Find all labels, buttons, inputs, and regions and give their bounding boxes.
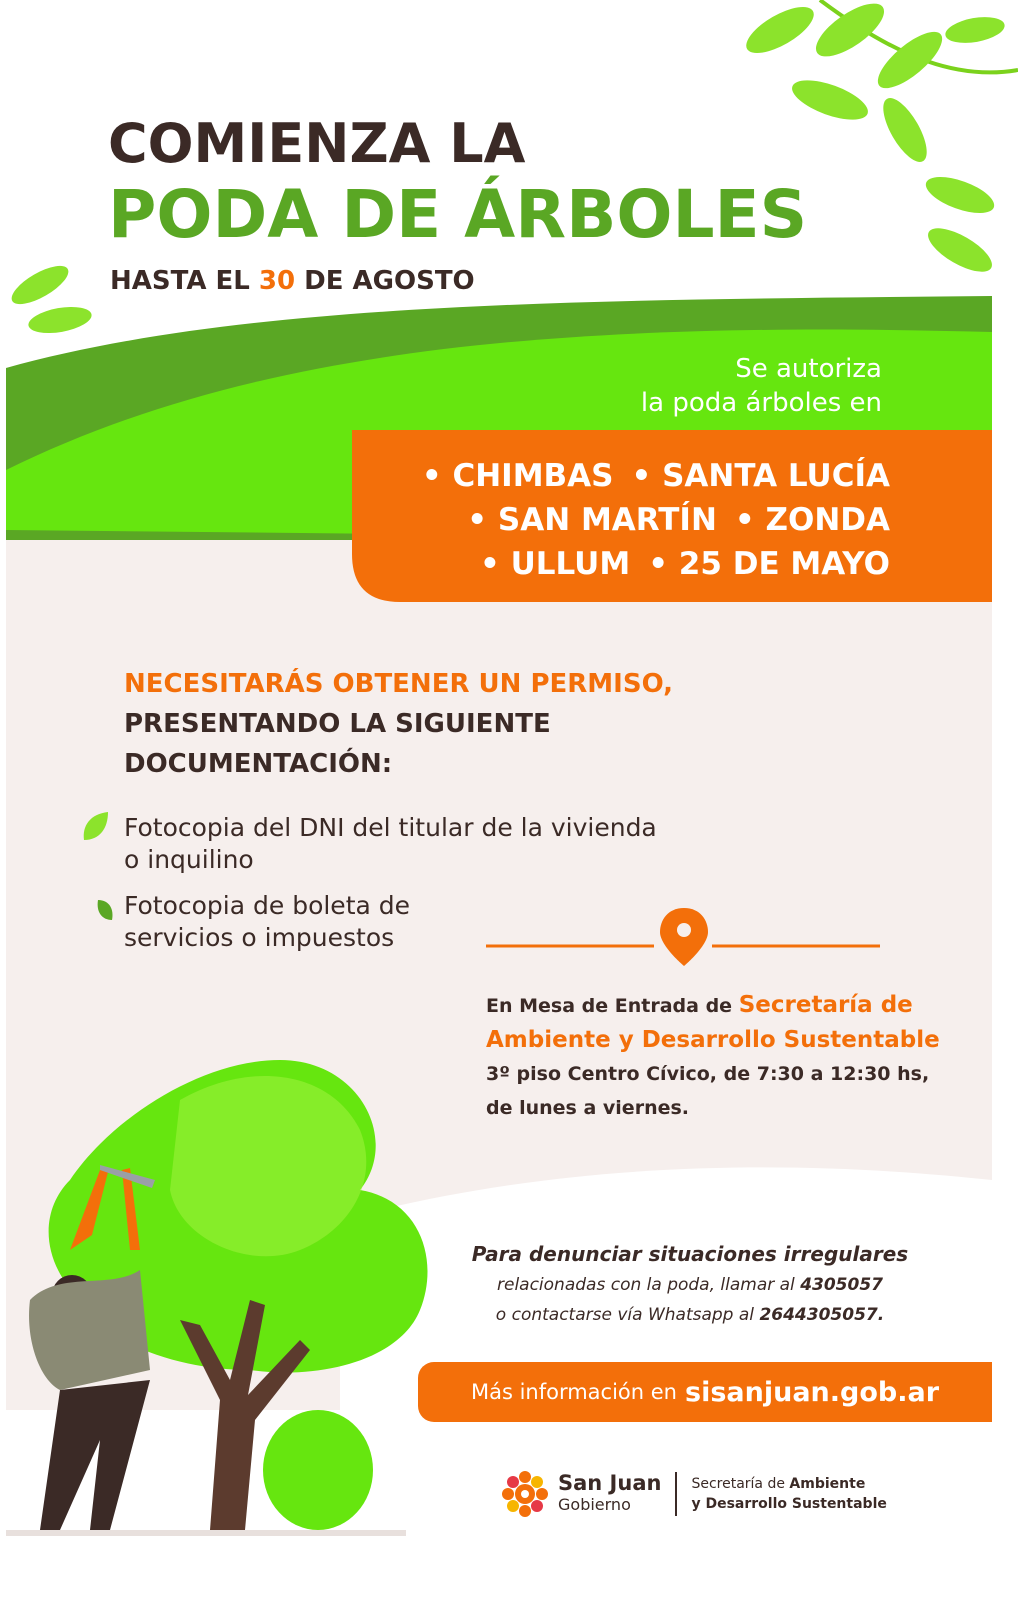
- report-whatsapp: 2644305057.: [759, 1305, 885, 1325]
- footer-logo: [500, 1466, 887, 1522]
- more-info-prefix: Más información en: [470, 1380, 677, 1404]
- footer-divider: [675, 1472, 677, 1516]
- location-detail-2: de lunes a viernes.: [486, 1097, 690, 1119]
- authorized-line-2: la poda árboles en: [640, 388, 882, 418]
- permit-line-2: PRESENTANDO LA SIGUIENTE: [124, 709, 551, 739]
- place-item: • SAN MARTÍN: [467, 502, 717, 538]
- brand-name: San Juan: [558, 1471, 662, 1495]
- permit-line-1: NECESITARÁS OBTENER UN PERMISO,: [124, 669, 673, 699]
- date-line: [110, 264, 475, 298]
- place-item: • 25 DE MAYO: [648, 546, 890, 582]
- requirement-line: o inquilino: [124, 845, 254, 874]
- website-link[interactable]: sisanjuan.gob.ar: [685, 1376, 940, 1408]
- brand-sub: Gobierno: [558, 1495, 631, 1514]
- permit-heading: [124, 664, 673, 784]
- report-line-3: o contactarse vía Whatsapp al: [495, 1305, 755, 1325]
- requirement-item: [124, 890, 410, 954]
- office-name-line-1: Secretaría de: [738, 992, 913, 1018]
- date-prefix: HASTA EL: [110, 266, 250, 296]
- report-info: [470, 1238, 910, 1330]
- places-list: [422, 454, 890, 586]
- secretary-name: [691, 1474, 886, 1514]
- report-phone: 4305057: [800, 1275, 883, 1295]
- title-line-1: COMIENZA LA: [108, 112, 526, 175]
- location-detail-1: 3º piso Centro Cívico, de 7:30 a 12:30 hs,: [486, 1063, 930, 1085]
- place-item: • SANTA LUCÍA: [631, 458, 890, 494]
- date-highlight: 30: [258, 266, 296, 296]
- office-name-line-2: Ambiente y Desarrollo Sustentable: [486, 1027, 940, 1053]
- location-prefix: En Mesa de Entrada de: [486, 995, 733, 1017]
- secretary-bold: Ambiente: [789, 1476, 866, 1492]
- authorized-text: [641, 352, 882, 420]
- secretary-prefix: Secretaría de: [691, 1476, 785, 1492]
- san-juan-sun-icon: [500, 1469, 550, 1519]
- authorized-line-1: Se autoriza: [735, 354, 882, 384]
- date-suffix: DE AGOSTO: [304, 266, 475, 296]
- place-item: • CHIMBAS: [421, 458, 614, 494]
- left-leaves-icon: [6, 259, 93, 338]
- requirement-line: Fotocopia del DNI del titular de la vivienda: [124, 813, 657, 842]
- permit-line-3: DOCUMENTACIÓN:: [124, 749, 393, 779]
- report-line-1: Para denunciar situaciones irregulares: [471, 1242, 909, 1266]
- secretary-line-2: y Desarrollo Sustentable: [691, 1496, 887, 1512]
- location-info: [486, 988, 940, 1125]
- requirement-line: Fotocopia de boleta de: [124, 891, 411, 920]
- place-item: • ZONDA: [734, 502, 890, 538]
- place-item: • ULLUM: [479, 546, 631, 582]
- report-line-2: relacionadas con la poda, llamar al: [497, 1275, 795, 1295]
- leaf-bullet-icon: [80, 810, 110, 844]
- leaf-bullet-icon: [94, 898, 116, 922]
- title-line-2: PODA DE ÁRBOLES: [108, 176, 808, 253]
- requirement-line: servicios o impuestos: [124, 923, 395, 952]
- requirement-item: [124, 812, 657, 876]
- more-info-bar: [418, 1362, 992, 1422]
